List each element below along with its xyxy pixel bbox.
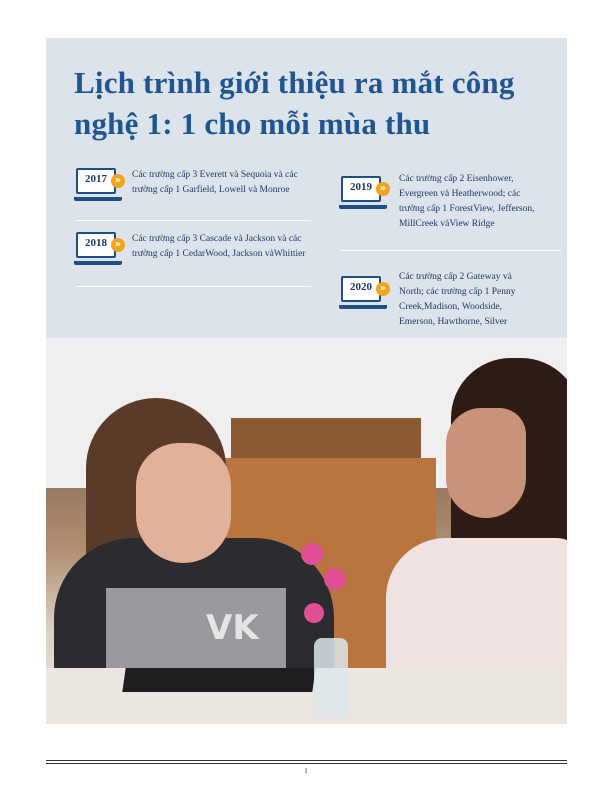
page-title: Lịch trình giới thiệu ra mắt công nghệ 1: 1 cho mỗi mùa thu — [74, 65, 515, 141]
laptop-icon — [339, 276, 389, 313]
entry-line: Các trường cấp 3 Cascade và Jackson và các — [132, 234, 302, 244]
entry-line: Các trường cấp 2 Eisenhower, — [399, 174, 514, 184]
entry-line: trường cấp 1 CedarWood, Jackson vàWhittier — [132, 249, 306, 259]
entry-line: Các trường cấp 3 Everett và Sequoia và các — [132, 170, 298, 180]
year-label: 2017 — [85, 173, 107, 185]
footer-rule — [46, 760, 567, 761]
divider — [76, 220, 311, 221]
entry-line: MillCreek vàView Ridge — [399, 219, 495, 229]
entry-line: trường cấp 1 ForestView, Jefferson, — [399, 204, 535, 214]
year-label: 2018 — [85, 237, 107, 249]
entry-line: Evergreen và Heatherwood; các — [399, 189, 521, 199]
laptop-icon — [74, 232, 124, 269]
timeline-entry-2020 — [339, 270, 559, 332]
entry-text — [132, 168, 298, 198]
year-label: 2019 — [350, 181, 372, 193]
entry-text — [399, 270, 516, 330]
divider — [341, 250, 561, 251]
chevron-right-icon: » — [111, 174, 125, 188]
entry-line: Emerson, Hawthorne, Silver — [399, 317, 508, 327]
laptop-icon — [74, 168, 124, 205]
timeline-entry-2019 — [339, 172, 559, 236]
timeline-entry-2017 — [74, 168, 324, 208]
timeline-panel — [46, 38, 567, 338]
entry-line: trường cấp 1 Garfield, Lowell và Monroe — [132, 185, 290, 195]
chevron-right-icon: » — [376, 282, 390, 296]
entry-line: Creek,Madison, Woodside, — [399, 302, 503, 312]
laptop-icon — [339, 176, 389, 213]
entry-text — [399, 172, 534, 232]
footer-rule — [46, 763, 567, 764]
students-photo: VK — [46, 338, 567, 724]
chevron-right-icon: » — [376, 182, 390, 196]
chevron-right-icon: » — [111, 238, 125, 252]
entry-line: Các trường cấp 2 Gateway và — [399, 272, 512, 282]
page-number: 1 — [304, 767, 308, 775]
timeline-entry-2018 — [74, 232, 324, 272]
entry-line: North; các trường cấp 1 Penny — [399, 287, 516, 297]
year-label: 2020 — [350, 281, 372, 293]
divider — [76, 286, 311, 287]
entry-text — [132, 232, 306, 262]
